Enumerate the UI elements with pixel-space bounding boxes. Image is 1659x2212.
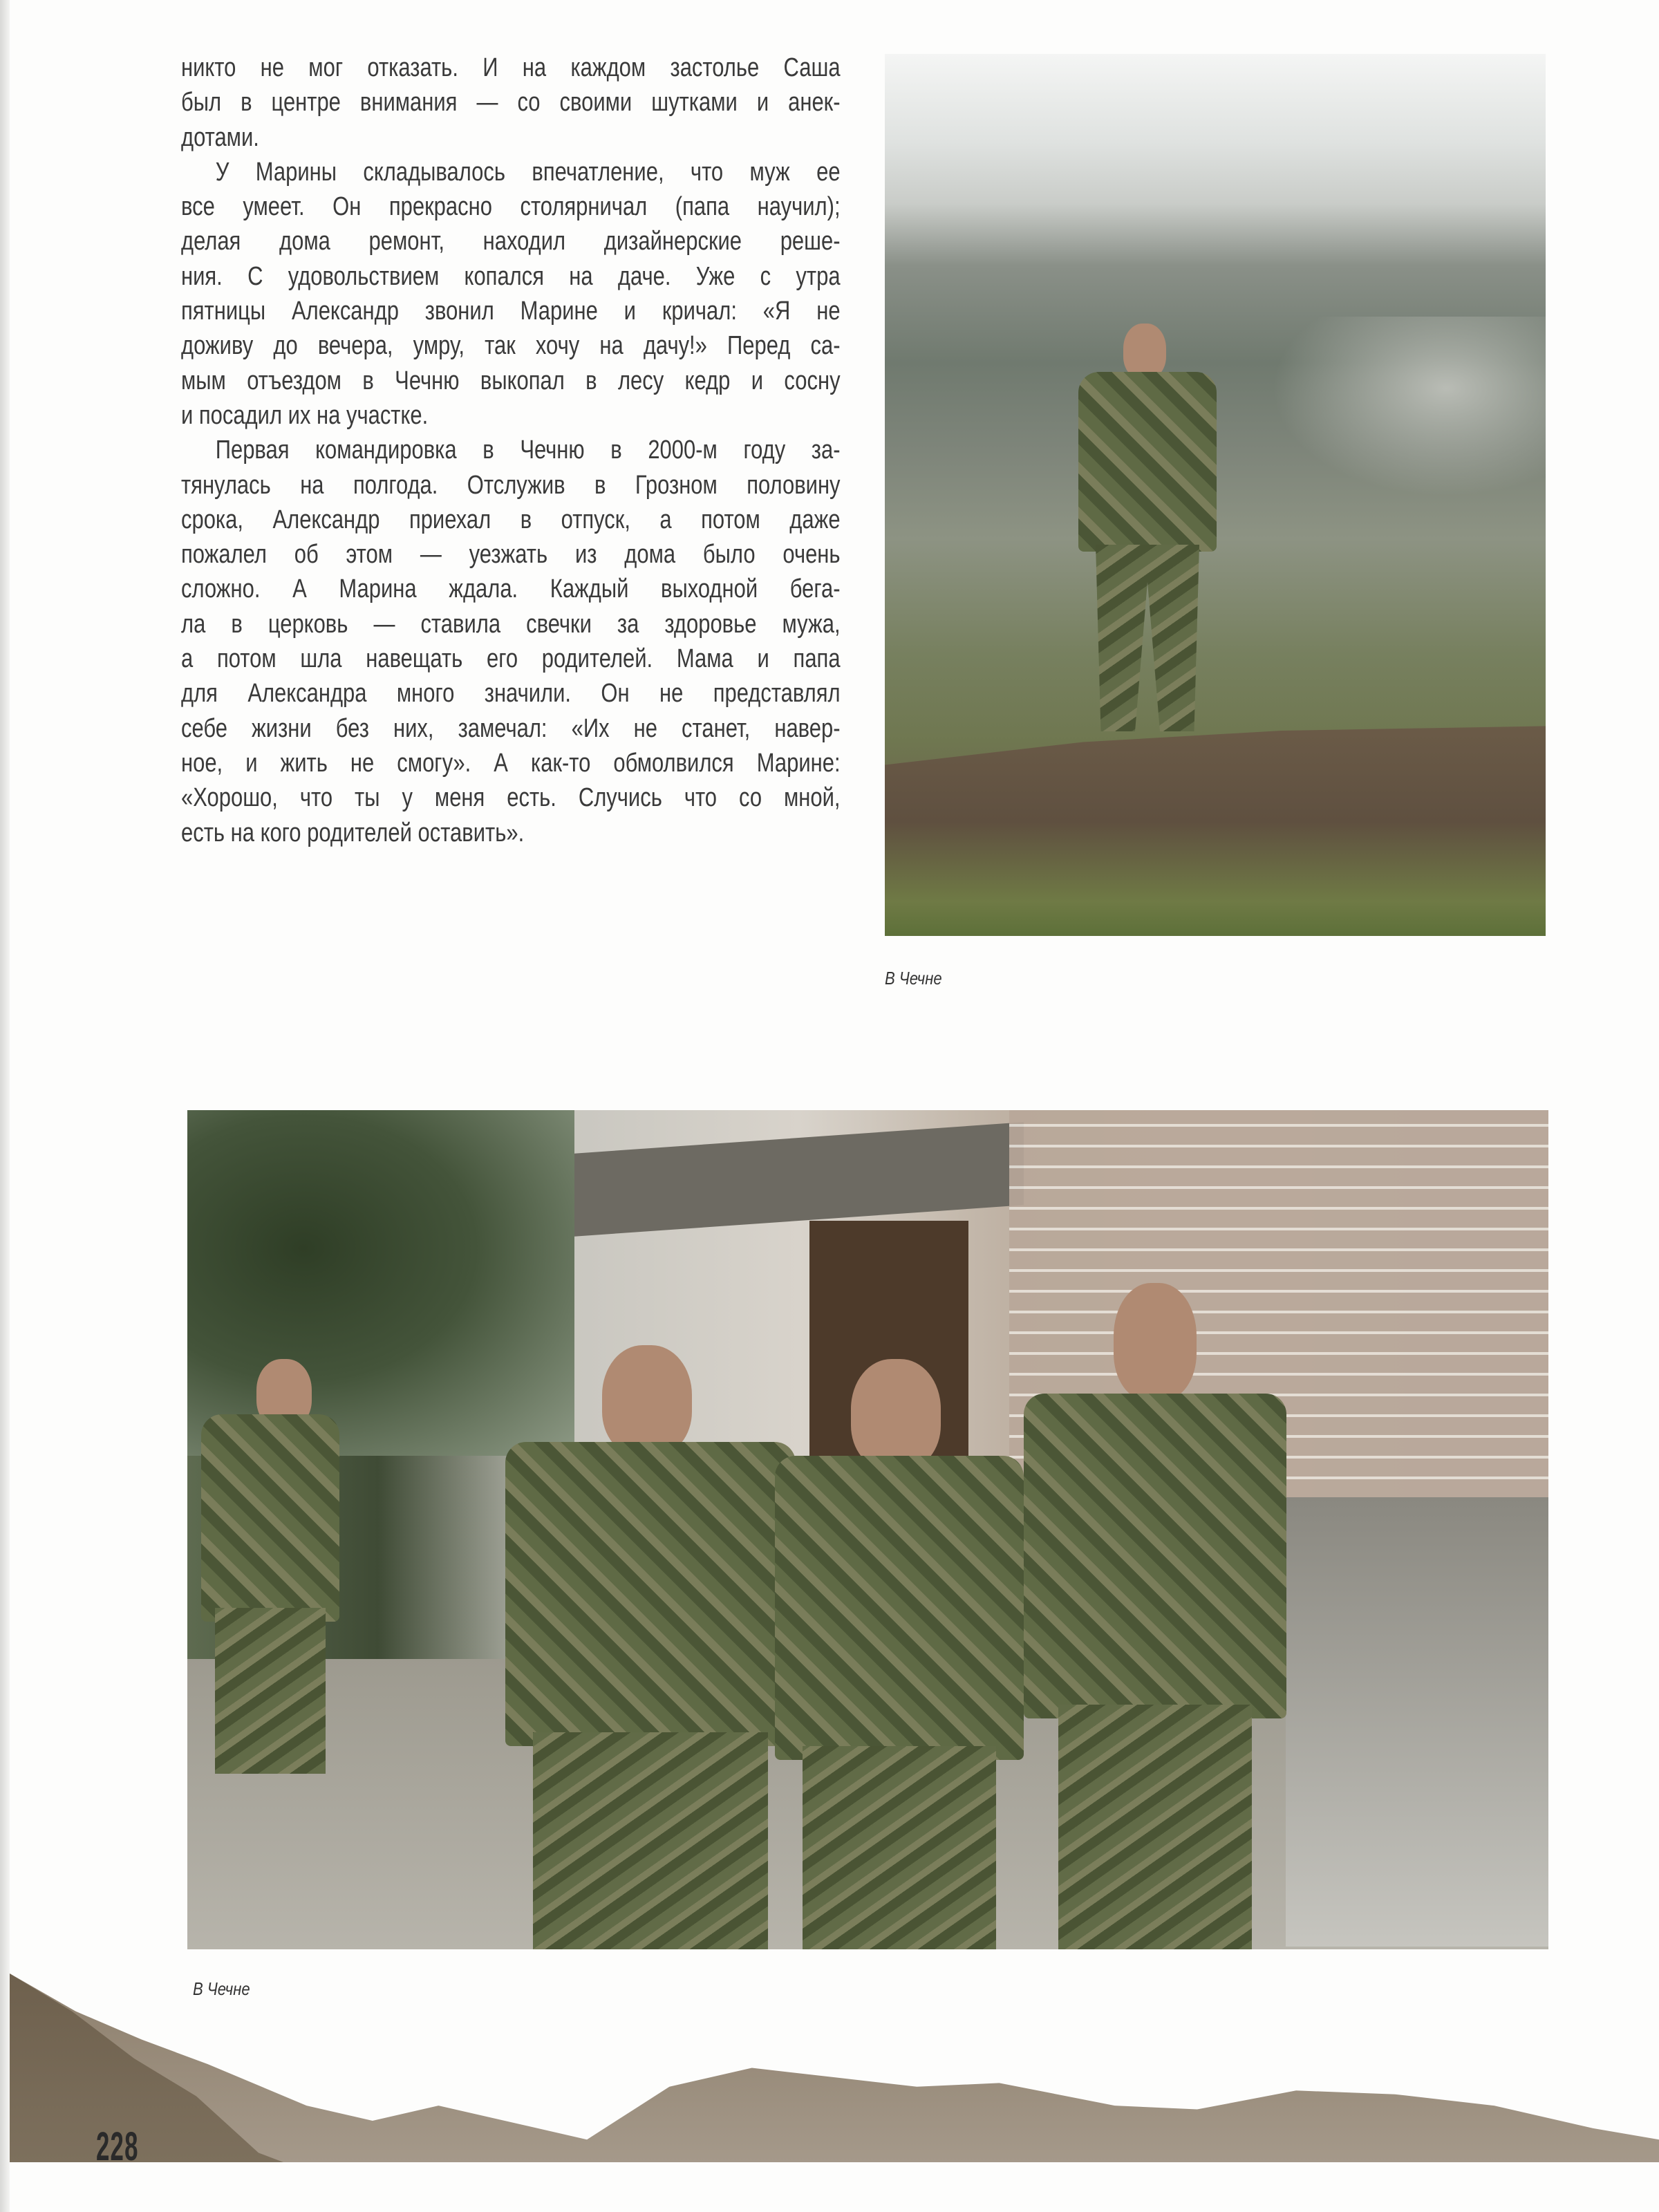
text-line: никто не мог отказать. И на каждом застолье Саша <box>181 53 841 82</box>
text-line: Первая командировка в Чечню в 2000-м году за- <box>215 435 841 465</box>
text-line: есть на кого родителей оставить». <box>181 818 525 847</box>
photo-soldier-middle <box>761 1331 1038 1949</box>
photo-roof <box>574 1122 1024 1236</box>
text-line: и посадил их на участке. <box>181 400 429 430</box>
text-line: доживу до вечера, умру, так хочу на дачу!» Перед са- <box>181 331 841 361</box>
paragraph <box>181 50 841 155</box>
text-line: дотами. <box>181 122 259 152</box>
photo-group-soldiers <box>187 1110 1548 1949</box>
text-line: тянулась на полгода. Отслужив в Грозном половину <box>181 470 841 500</box>
text-line: для Александра много значили. Он не представлял <box>181 679 841 709</box>
page-number: 228 <box>96 2124 139 2169</box>
text-line: делая дома ремонт, находил дизайнерские реше- <box>181 227 841 256</box>
text-line: был в центре внимания — со своими шутками и анек- <box>181 88 841 118</box>
decorative-mountains-band <box>10 1974 1659 2162</box>
photo-sandbags <box>1286 1497 1548 1947</box>
text-line: пятницы Александр звонил Марине и кричал: «Я не <box>181 297 841 326</box>
text-line: ла в церковь — ставила свечки за здоровье мужа, <box>181 609 841 639</box>
text-line: срока, Александр приехал в отпуск, а потом даже <box>181 505 841 534</box>
text-line: У Марины складывалось впечатление, что муж ее <box>215 157 841 187</box>
article-text <box>181 50 841 850</box>
text-line: а потом шла навещать его родителей. Мама и папа <box>181 644 841 674</box>
paragraph <box>181 433 841 850</box>
text-line: ное, и жить не смогу». А как-то обмолвился Марине: <box>181 748 841 778</box>
paragraph <box>181 155 841 433</box>
text-line: все умеет. Он прекрасно столярничал (папа научил); <box>181 192 841 222</box>
text-line: мым отъездом в Чечню выкопал в лесу кедр и сосну <box>181 366 841 395</box>
scan-edge <box>0 0 10 2212</box>
text-line: себе жизни без них, замечал: «Их не станет, навер- <box>181 713 841 743</box>
photo-soldier-mountains <box>885 54 1546 936</box>
text-line: «Хорошо, что ты у меня есть. Случись что со мной, <box>181 783 841 813</box>
text-line: пожалел об этом — уезжать из дома было очень <box>181 540 841 570</box>
photo-soldier-figure <box>1058 324 1237 752</box>
text-line: сложно. А Марина ждала. Каждый выходной бега- <box>181 574 841 604</box>
photo-soldier-right <box>1010 1283 1300 1949</box>
photo-soldier-background <box>187 1359 353 1774</box>
top-photo-caption: В Чечне <box>885 968 942 988</box>
text-line: ния. С удовольствием копался на даче. Уже с утра <box>181 261 841 291</box>
bottom-photo-caption: В Чечне <box>193 1978 250 1999</box>
photo-valley <box>1272 317 1546 496</box>
